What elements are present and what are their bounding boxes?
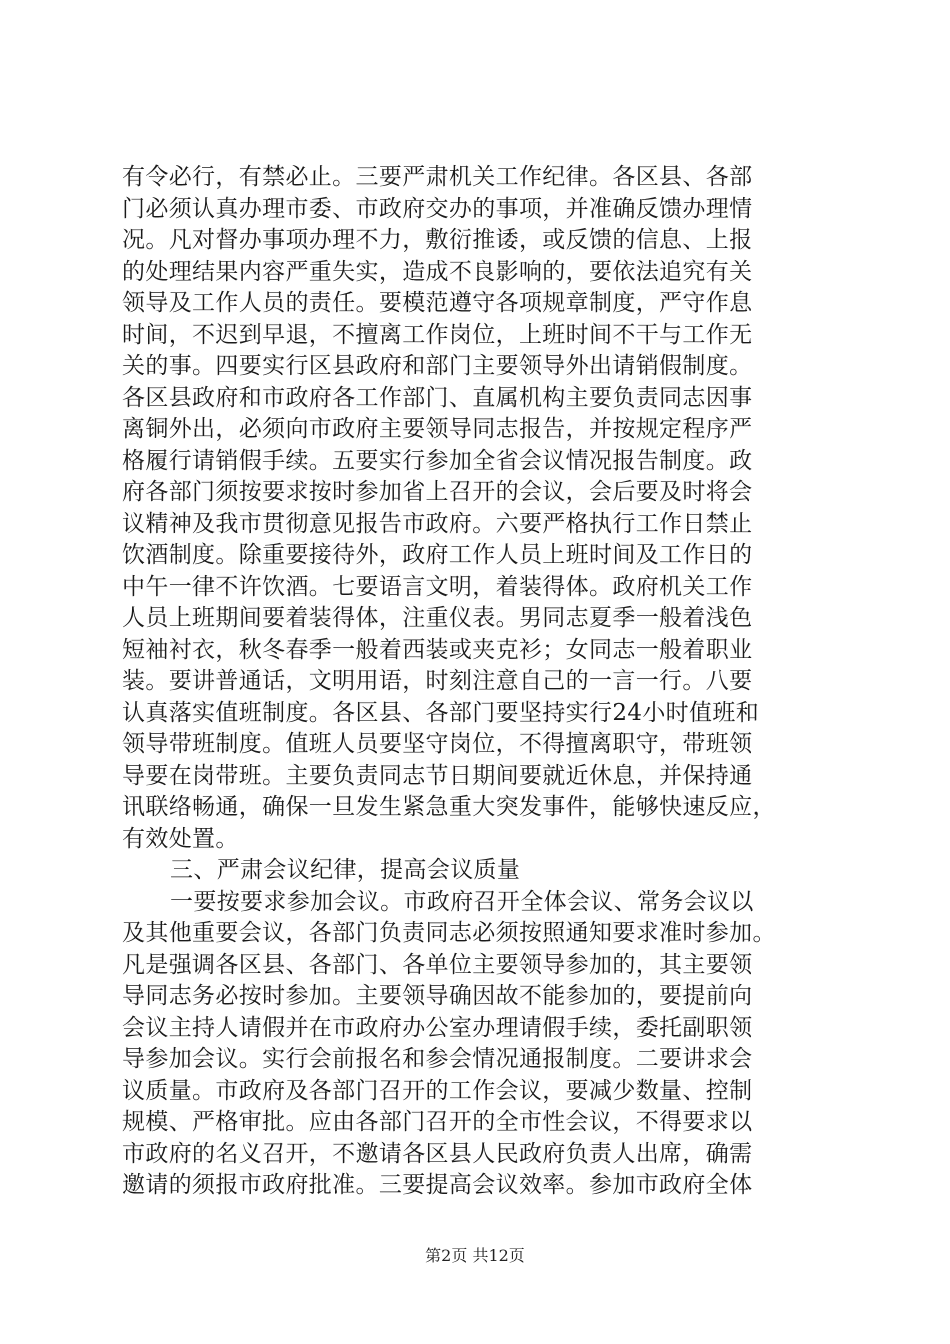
text-line: 离铜外出，必须向市政府主要领导同志报告，并按规定程序严 (122, 416, 753, 442)
text-line: 况。凡对督办事项办理不力，敷衍推诿，或反馈的信息、上报 (122, 227, 753, 253)
text-line: 关的事。四要实行区县政府和部门主要领导外出请销假制度。 (122, 353, 753, 379)
text-line: 人员上班期间要着装得体，注重仪表。男同志夏季一般着浅色 (122, 605, 753, 631)
section-heading: 三、严肃会议纪律，提高会议质量 (170, 857, 521, 883)
body-text (122, 162, 832, 1202)
text-line: 议质量。市政府及各部门召开的工作会议，要减少数量、控制 (122, 1077, 753, 1104)
text-line: 领导及工作人员的责任。要模范遵守各项规章制度，严守作息 (122, 290, 753, 316)
text-line: 认真落实值班制度。各区县、各部门要坚持实行24小时值班和 (122, 699, 760, 726)
text-line: 导参加会议。实行会前报名和参会情况通报制度。二要讲求会 (122, 1046, 753, 1072)
page-number: 第2页 共12页 (425, 1246, 525, 1265)
text-line: 各区县政府和市政府各工作部门、直属机构主要负责同志因事 (122, 384, 753, 411)
text-line: 饮酒制度。除重要接待外，政府工作人员上班时间及工作日的 (122, 542, 753, 568)
text-line: 短袖衬衣，秋冬春季一般着西装或夹克衫；女同志一般着职业 (122, 636, 753, 663)
text-line: 门必须认真办理市委、市政府交办的事项，并准确反馈办理情 (122, 195, 753, 222)
text-line: 议精神及我市贯彻意见报告市政府。六要严格执行工作日禁止 (122, 510, 753, 537)
text-line: 中午一律不许饮酒。七要语言文明，着装得体。政府机关工作 (122, 573, 753, 600)
text-line: 导要在岗带班。主要负责同志节日期间要就近休息，并保持通 (122, 762, 753, 789)
text-line: 邀请的须报市政府批准。三要提高会议效率。参加市政府全体 (122, 1172, 753, 1198)
text-line: 的处理结果内容严重失实，造成不良影响的，要依法追究有关 (122, 258, 753, 285)
text-line: 有效处置。 (122, 825, 239, 852)
page-footer (0, 1243, 950, 1266)
text-line: 装。要讲普通话，文明用语，时刻注意自己的一言一行。八要 (122, 668, 753, 694)
text-line: 讯联络畅通，确保一旦发生紧急重大突发事件，能够快速反应， (122, 794, 776, 820)
text-line: 时间，不迟到早退，不擅离工作岗位，上班时间不干与工作无 (122, 321, 753, 348)
text-line: 规模、严格审批。应由各部门召开的全市性会议，不得要求以 (122, 1109, 753, 1135)
text-line: 有令必行，有禁必止。三要严肃机关工作纪律。各区县、各部 (122, 164, 753, 190)
text-line: 凡是强调各区县、各部门、各单位主要领导参加的，其主要领 (122, 951, 753, 978)
text-line: 及其他重要会议，各部门负责同志必须按照通知要求准时参加。 (122, 920, 776, 946)
paragraph-first-line: 一要按要求参加会议。市政府召开全体会议、常务会议以 (170, 888, 754, 915)
text-line: 府各部门须按要求按时参加省上召开的会议，会后要及时将会 (122, 479, 753, 505)
text-line: 格履行请销假手续。五要实行参加全省会议情况报告制度。政 (122, 447, 753, 474)
text-line: 会议主持人请假并在市政府办公室办理请假手续，委托副职领 (122, 1014, 753, 1041)
text-line: 领导带班制度。值班人员要坚守岗位，不得擅离职守，带班领 (122, 731, 753, 757)
text-line: 市政府的名义召开，不邀请各区县人民政府负责人出席，确需 (122, 1140, 753, 1167)
text-line: 导同志务必按时参加。主要领导确因故不能参加的，要提前向 (122, 983, 753, 1009)
